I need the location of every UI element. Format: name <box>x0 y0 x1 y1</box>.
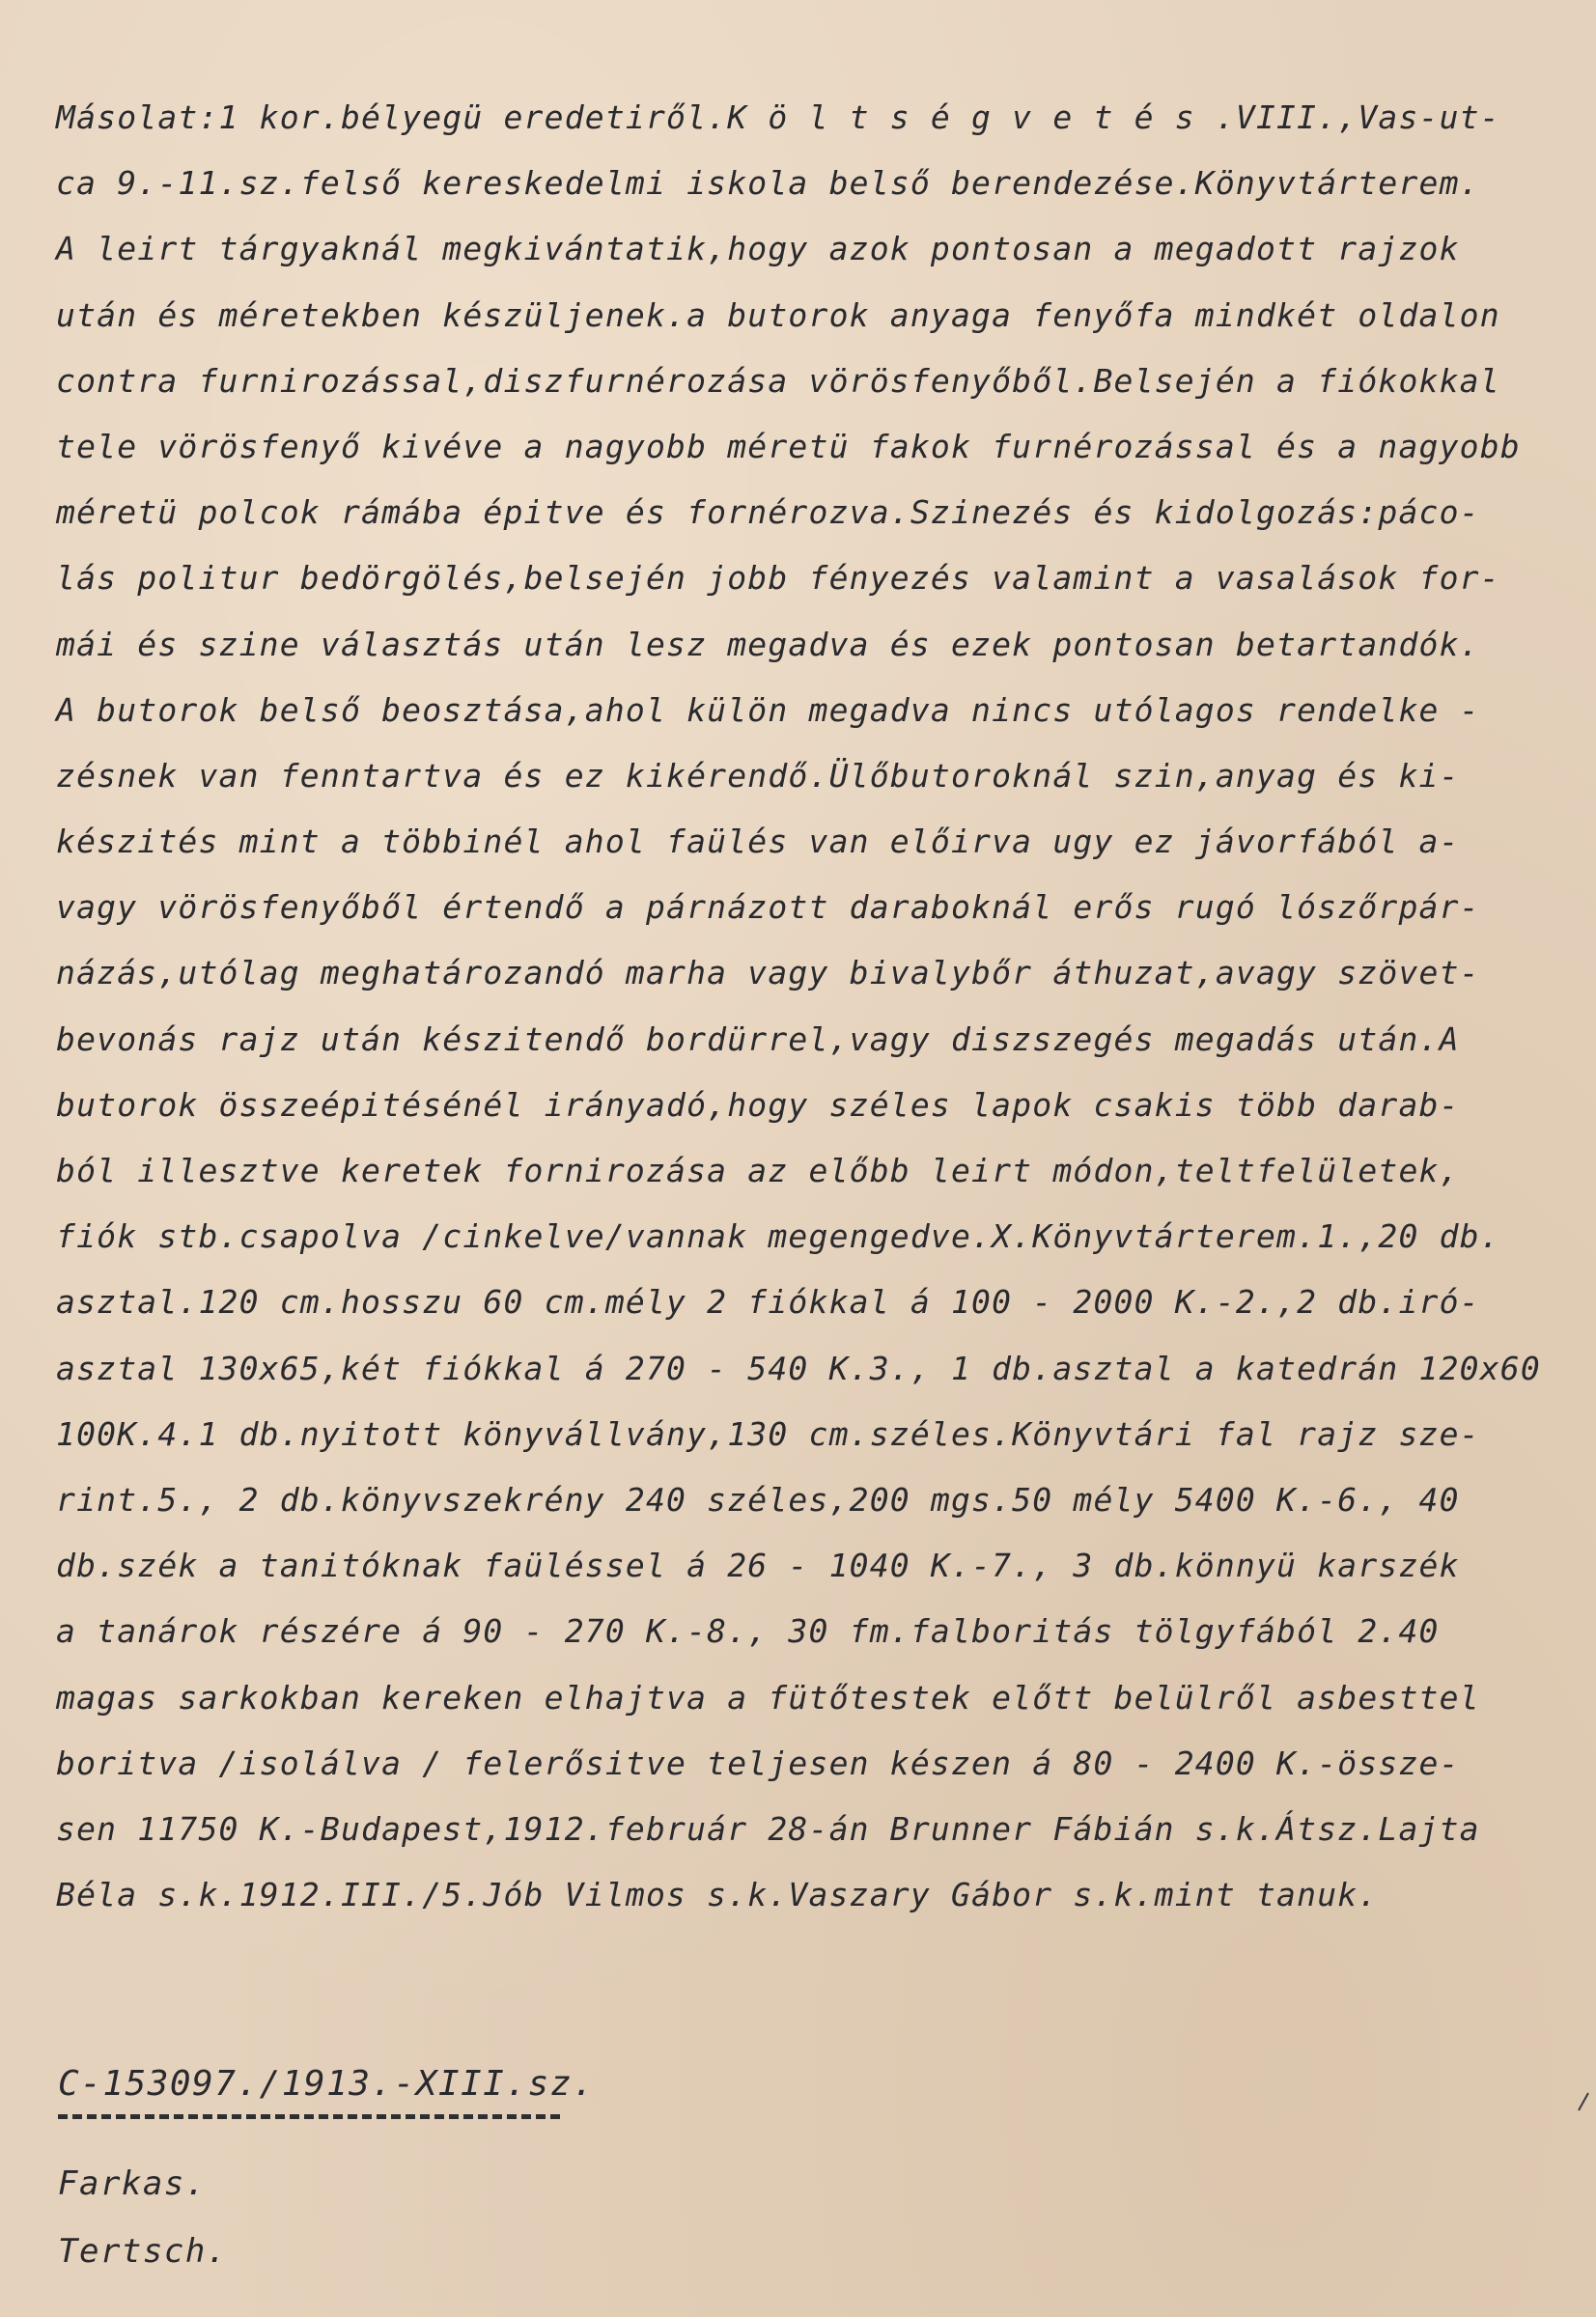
text-line: názás,utólag meghatározandó marha vagy bivalybőr áthuzat,avagy szövet- <box>56 954 1480 992</box>
text-line: bevonás rajz után készitendő bordürrel,vagy diszszegés megadás után.A <box>56 1019 1460 1058</box>
text-line: boritva /isolálva / felerősitve teljesen készen á 80 - 2400 K.-össze- <box>56 1744 1460 1782</box>
text-line: butorok összeépitésénél irányadó,hogy széles lapok csakis több darab- <box>56 1085 1460 1124</box>
text-line: db.szék a tanitóknak faüléssel á 26 - 1040 K.-7., 3 db.könnyü karszék <box>56 1547 1460 1585</box>
text-line: tele vörösfenyő kivéve a nagyobb méretü fakok furnérozással és a nagyobb <box>56 427 1521 465</box>
text-line: rint.5., 2 db.könyvszekrény 240 széles,200 mgs.50 mély 5400 K.-6., 40 <box>56 1480 1460 1519</box>
text-line: vagy vörösfenyőből értendő a párnázott daraboknál erős rugó lószőrpár- <box>56 888 1480 927</box>
document-body <box>56 85 1562 1928</box>
text-line: a tanárok részére á 90 - 270 K.-8., 30 fm.falboritás tölgyfából 2.40 <box>56 1612 1440 1651</box>
text-line: A leirt tárgyaknál megkivántatik,hogy azok pontosan a megadott rajzok <box>56 230 1460 268</box>
text-line: Béla s.k.1912.III./5.Jób Vilmos s.k.Vaszary Gábor s.k.mint tanuk. <box>56 1876 1379 1914</box>
text-line: készités mint a többinél ahol faülés van előirva ugy ez jávorfából a- <box>56 823 1460 861</box>
text-line: ca 9.-11.sz.felső kereskedelmi iskola belső berendezése.Könyvtárterem. <box>56 164 1480 203</box>
signatory-name: Farkas. <box>58 2164 207 2203</box>
text-line: méretü polcok rámába épitve és fornérozva.Szinezés és kidolgozás:páco- <box>56 493 1480 532</box>
text-line: magas sarkokban kereken elhajtva a fütőtestek előtt belülről asbesttel <box>56 1678 1480 1717</box>
text-line: zésnek van fenntartva és ez kikérendő.Ülőbutoroknál szin,anyag és ki- <box>56 756 1460 795</box>
text-line: mái és szine választás után lesz megadva és ezek pontosan betartandók. <box>56 625 1480 663</box>
reference-number: C-153097./1913.-XIII.sz. <box>58 2064 596 2104</box>
margin-tick-icon <box>1577 2091 1590 2112</box>
dashed-divider <box>58 2114 560 2119</box>
text-line: asztal.120 cm.hosszu 60 cm.mély 2 fiókkal á 100 - 2000 K.-2.,2 db.iró- <box>56 1283 1480 1322</box>
text-line: asztal 130x65,két fiókkal á 270 - 540 K.3., 1 db.asztal a katedrán 120x60 <box>56 1349 1541 1387</box>
text-line: lás politur bedörgölés,belsején jobb fényezés valamint a vasalások for- <box>56 559 1500 598</box>
text-line: Másolat:1 kor.bélyegü eredetiről.K ö l t s é g v e t é s .VIII.,Vas-ut- <box>56 98 1500 136</box>
text-line: 100K.4.1 db.nyitott könyvállvány,130 cm.széles.Könyvtári fal rajz sze- <box>56 1414 1480 1453</box>
text-line: A butorok belső beosztása,ahol külön megadva nincs utólagos rendelke - <box>56 690 1480 729</box>
text-line: ból illesztve keretek fornirozása az előbb leirt módon,teltfelületek, <box>56 1152 1460 1189</box>
text-line: sen 11750 K.-Budapest,1912.február 28-án Brunner Fábián s.k.Átsz.Lajta <box>56 1809 1480 1848</box>
signatory-name: Tertsch. <box>58 2232 228 2271</box>
text-line: után és méretekben készüljenek.a butorok anyaga fenyőfa mindkét oldalon <box>56 295 1500 334</box>
text-line: contra furnirozással,diszfurnérozása vörösfenyőből.Belsején a fiókokkal <box>56 361 1500 400</box>
text-line: fiók stb.csapolva /cinkelve/vannak megengedve.X.Könyvtárterem.1.,20 db. <box>56 1217 1500 1256</box>
